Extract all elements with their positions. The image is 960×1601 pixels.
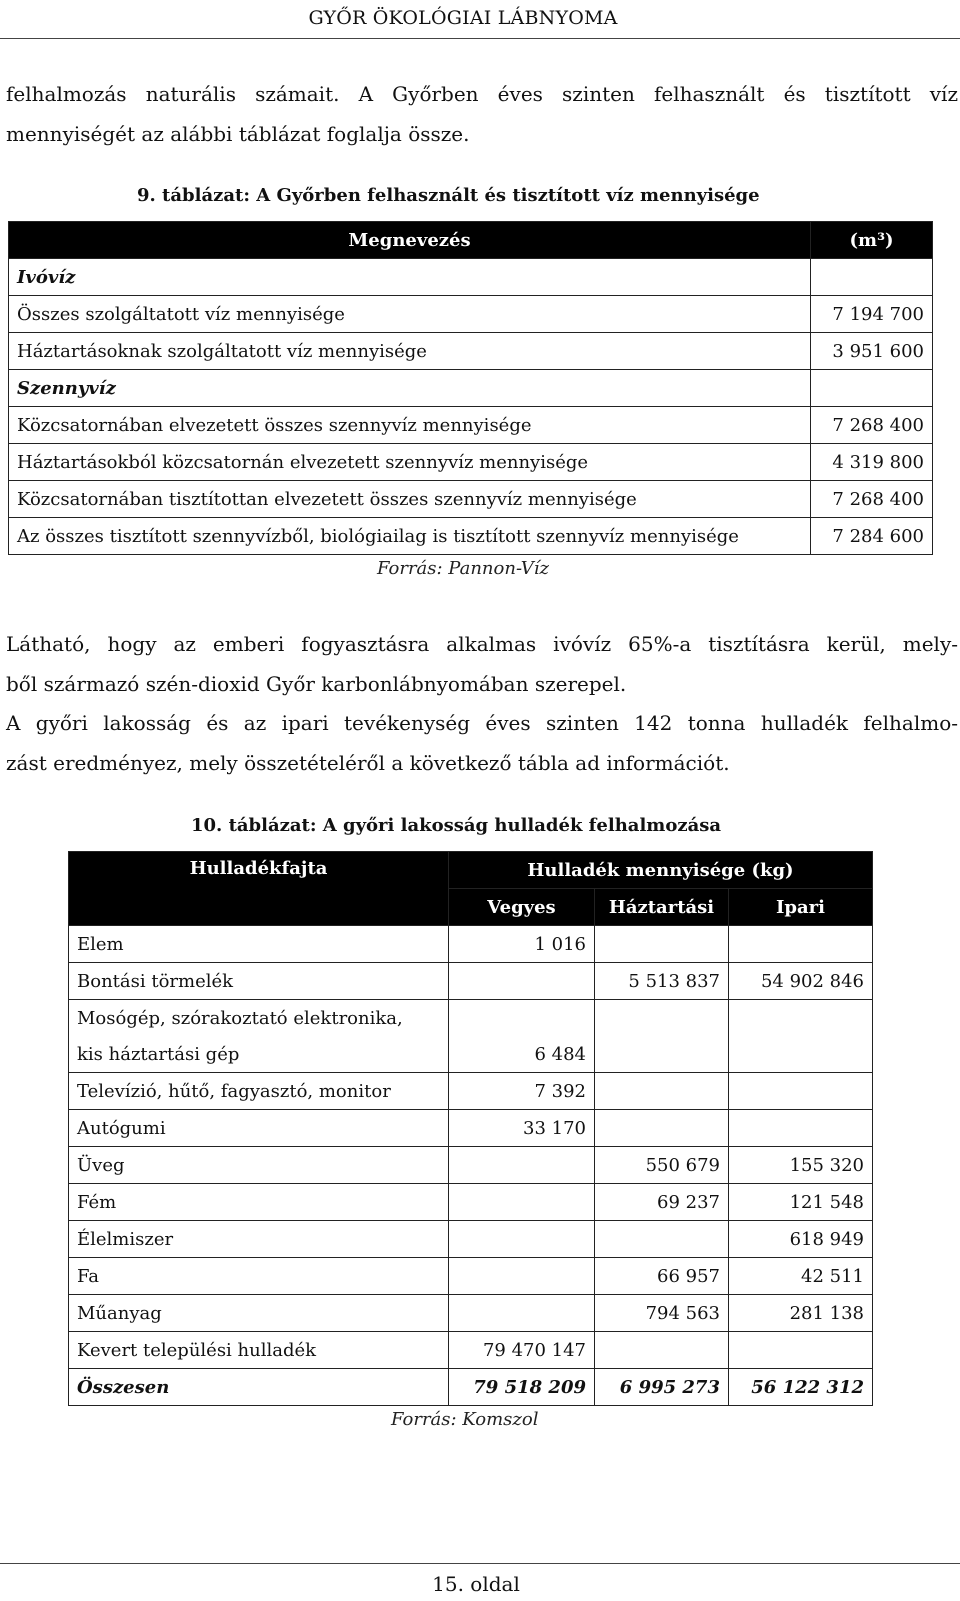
waste-type: Kevert települési hulladék [69,1332,449,1369]
table-row [69,1073,873,1110]
table-row [69,1000,873,1037]
waste-household [595,1110,729,1147]
intro-line: mennyiségét az alábbi táblázat foglalja össze. [6,122,470,146]
waste-household [595,1000,729,1037]
waste-industrial [729,1000,873,1037]
waste-household [595,1036,729,1073]
table10-header-type: Hulladékfajta [69,852,449,926]
table10-source: Forrás: Komszol [391,1409,539,1430]
waste-table [68,851,873,1406]
waste-mixed: 6 484 [449,1036,595,1073]
intro-line: felhalmozás naturális számait. A Győrben éves szinten felhasznált és tisztított víz [6,82,958,106]
table10-header-mixed: Vegyes [449,889,595,926]
waste-industrial: 121 548 [729,1184,873,1221]
waste-mixed [449,1295,595,1332]
header-title: GYŐR ÖKOLÓGIAI LÁBNYOMA [308,7,618,29]
waste-type: Elem [69,926,449,963]
table9-caption: 9. táblázat: A Győrben felhasznált és tisztított víz mennyisége [137,185,760,206]
table-row [9,333,933,370]
table9-header-row [9,222,933,259]
waste-mixed [449,1147,595,1184]
waste-industrial [729,926,873,963]
waste-industrial [729,1110,873,1147]
waste-industrial [729,1036,873,1073]
total-label: Összesen [69,1369,449,1406]
row-label: Háztartásoknak szolgáltatott víz mennyisége [9,333,811,370]
waste-industrial: 281 138 [729,1295,873,1332]
paragraph-line: Látható, hogy az emberi fogyasztásra alkalmas ivóvíz 65%-a tisztításra kerül, mely- [6,632,958,656]
waste-type: kis háztartási gép [69,1036,449,1073]
table-row [9,481,933,518]
waste-type: Autógumi [69,1110,449,1147]
waste-type: Műanyag [69,1295,449,1332]
waste-household: 69 237 [595,1184,729,1221]
table-row [69,1221,873,1258]
table9-source: Forrás: Pannon-Víz [377,558,549,579]
row-value: 7 284 600 [811,518,933,555]
row-value: 7 194 700 [811,296,933,333]
waste-household: 5 513 837 [595,963,729,1000]
waste-mixed [449,1184,595,1221]
waste-industrial: 54 902 846 [729,963,873,1000]
intro-paragraph [6,74,958,154]
footer-divider [0,1563,960,1564]
table-row [69,1036,873,1073]
waste-industrial: 42 511 [729,1258,873,1295]
table10-header-household: Háztartási [595,889,729,926]
waste-mixed [449,963,595,1000]
table-row [9,296,933,333]
row-label: Összes szolgáltatott víz mennyisége [9,296,811,333]
page-footer [0,1572,960,1596]
paragraph-line: zást eredményez, mely összetételéről a következő tábla ad információt. [6,751,730,775]
total-household: 6 995 273 [595,1369,729,1406]
row-value [811,259,933,296]
row-label: Közcsatornában tisztítottan elvezetett összes szennyvíz mennyisége [9,481,811,518]
table-row [69,1110,873,1147]
waste-industrial [729,1073,873,1110]
table-row [9,444,933,481]
waste-mixed: 33 170 [449,1110,595,1147]
row-value: 7 268 400 [811,407,933,444]
waste-mixed: 79 470 147 [449,1332,595,1369]
waste-type: Élelmiszer [69,1221,449,1258]
row-value: 7 268 400 [811,481,933,518]
table-row [9,518,933,555]
waste-household [595,1073,729,1110]
waste-household: 66 957 [595,1258,729,1295]
total-row [69,1369,873,1406]
table-row [9,407,933,444]
waste-industrial: 618 949 [729,1221,873,1258]
paragraph-line: A győri lakosság és az ipari tevékenység éves szinten 142 tonna hulladék felhalmo- [6,711,958,735]
row-label: Közcsatornában elvezetett összes szennyvíz mennyisége [9,407,811,444]
waste-mixed [449,1221,595,1258]
waste-household: 550 679 [595,1147,729,1184]
page-header [0,0,960,39]
waste-household [595,1221,729,1258]
middle-paragraph-1 [6,624,958,704]
row-value: 4 319 800 [811,444,933,481]
waste-mixed [449,1000,595,1037]
table-row [69,1184,873,1221]
waste-industrial [729,1332,873,1369]
waste-type: Üveg [69,1147,449,1184]
table10-caption: 10. táblázat: A győri lakosság hulladék felhalmozása [191,815,722,836]
table10-header-amount: Hulladék mennyisége (kg) [449,852,873,889]
waste-mixed: 1 016 [449,926,595,963]
waste-mixed: 7 392 [449,1073,595,1110]
row-value: 3 951 600 [811,333,933,370]
waste-mixed [449,1258,595,1295]
table-row [69,1332,873,1369]
category-row [9,259,933,296]
table9-header-name: Megnevezés [9,222,811,259]
paragraph-line: ből származó szén-dioxid Győr karbonlábnyomában szerepel. [6,672,627,696]
category-row [9,370,933,407]
table-row [69,963,873,1000]
waste-household [595,926,729,963]
row-label: Háztartásokból közcsatornán elvezetett szennyvíz mennyisége [9,444,811,481]
row-value [811,370,933,407]
waste-type: Fa [69,1258,449,1295]
waste-household [595,1332,729,1369]
middle-paragraph-2 [6,703,958,783]
waste-industrial: 155 320 [729,1147,873,1184]
row-label: Ivóvíz [9,259,811,296]
waste-type: Fém [69,1184,449,1221]
waste-type: Televízió, hűtő, fagyasztó, monitor [69,1073,449,1110]
page-number: 15. oldal [432,1572,520,1596]
waste-type: Mosógép, szórakoztató elektronika, [69,1000,449,1037]
table-row [69,1295,873,1332]
row-label: Az összes tisztított szennyvízből, biológiailag is tisztított szennyvíz mennyisége [9,518,811,555]
table-row [69,926,873,963]
water-table [8,221,933,555]
table10-header-row [69,852,873,889]
table10-header-industrial: Ipari [729,889,873,926]
table-row [69,1147,873,1184]
table9-header-unit: (m³) [811,222,933,259]
table-row [69,1258,873,1295]
total-mixed: 79 518 209 [449,1369,595,1406]
total-industrial: 56 122 312 [729,1369,873,1406]
row-label: Szennyvíz [9,370,811,407]
waste-type: Bontási törmelék [69,963,449,1000]
waste-household: 794 563 [595,1295,729,1332]
